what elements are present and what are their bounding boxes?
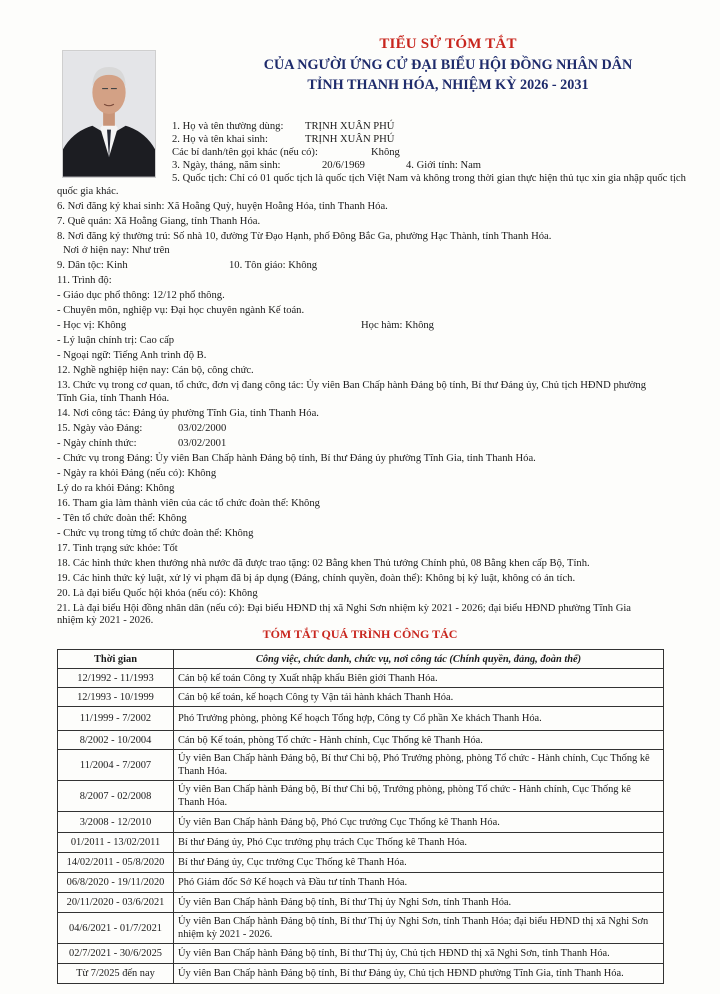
field-position-cont: Tĩnh Gia, tỉnh Thanh Hóa. xyxy=(57,393,170,404)
row-job: Ủy viên Ban Chấp hành Đảng bộ tỉnh, Bí thư Đảng ủy, Chủ tịch HĐND phường Tĩnh Gia, tỉnh Thanh Hóa. xyxy=(174,964,664,984)
row-job: Cán bộ kế toán, kế hoạch Công ty Vận tải hành khách Thanh Hóa. xyxy=(174,688,664,707)
row-job: Bí thư Đảng ủy, Phó Cục trưởng phụ trách Cục Thống kê Thanh Hóa. xyxy=(174,833,664,853)
row-job: Phó Giám đốc Sở Kế hoạch và Đầu tư tỉnh Thanh Hóa. xyxy=(174,873,664,893)
field-ethnicity: 9. Dân tộc: Kinh xyxy=(57,260,128,271)
field-party-official-value: 03/02/2001 xyxy=(178,438,227,449)
table-header-row xyxy=(58,650,664,669)
field-party-position: - Chức vụ trong Đảng: Ủy viên Ban Chấp hành Đảng bộ tỉnh, Bí thư Đảng ủy phường Tĩnh Gia, tỉnh Thanh Hóa. xyxy=(57,453,536,464)
table-row xyxy=(58,707,664,731)
field-academic-title: Học hàm: Không xyxy=(361,320,434,331)
work-history-title: TÓM TẮT QUÁ TRÌNH CÔNG TÁC xyxy=(262,627,458,641)
row-time: 20/11/2020 - 03/6/2021 xyxy=(58,893,174,913)
row-job: Phó Trưởng phòng, phòng Kế hoạch Tổng hợp, Công ty Cổ phần Xe khách Thanh Hóa. xyxy=(174,707,664,731)
row-job: Bí thư Đảng ủy, Cục trưởng Cục Thống kê Thanh Hóa. xyxy=(174,853,664,873)
row-job: Ủy viên Ban Chấp hành Đảng bộ tỉnh, Bí thư Thị ủy Nghi Sơn, tỉnh Thanh Hóa. xyxy=(174,893,664,913)
row-job: Cán bộ kế toán Công ty Xuất nhập khẩu Biên giới Thanh Hóa. xyxy=(174,669,664,688)
row-job: Ủy viên Ban Chấp hành Đảng bộ, Phó Cục trưởng Cục Thống kê Thanh Hóa. xyxy=(174,812,664,833)
table-row xyxy=(58,688,664,707)
row-time: 01/2011 - 13/02/2011 xyxy=(58,833,174,853)
row-time: 8/2002 - 10/2004 xyxy=(58,731,174,750)
table-row xyxy=(58,812,664,833)
row-time: 8/2007 - 02/2008 xyxy=(58,781,174,812)
field-education-heading: 11. Trình độ: xyxy=(57,275,112,286)
field-nationality-cont: quốc gia khác. xyxy=(57,186,119,197)
field-position: 13. Chức vụ trong cơ quan, tổ chức, đơn vị đang công tác: Ủy viên Ban Chấp hành Đảng bộ tỉnh, Bí thư Đảng ủy, Chủ tịch HĐND phường xyxy=(57,380,646,391)
doc-title: TIỂU SỬ TÓM TẮT xyxy=(379,36,517,52)
row-time: 12/1992 - 11/1993 xyxy=(58,669,174,688)
field-current-address: Nơi ở hiện nay: Như trên xyxy=(63,245,170,256)
portrait-photo xyxy=(62,50,156,178)
field-organizations: 16. Tham gia làm thành viên của các tổ chức đoàn thể: Không xyxy=(57,498,320,509)
field-gender: 4. Giới tính: Nam xyxy=(406,160,482,171)
table-row xyxy=(58,669,664,688)
field-party-leave-reason: Lý do ra khỏi Đảng: Không xyxy=(57,483,175,494)
field-occupation: 12. Nghề nghiệp hiện nay: Cán bộ, công chức. xyxy=(57,365,254,376)
row-job: Ủy viên Ban Chấp hành Đảng bộ tỉnh, Bí thư Thị ủy, Chủ tịch HĐND thị xã Nghi Sơn, tỉnh Thanh Hóa. xyxy=(174,944,664,964)
table-row xyxy=(58,833,664,853)
field-peoples-council-cont: nhiệm kỳ 2021 - 2026. xyxy=(57,615,154,626)
table-row xyxy=(58,853,664,873)
field-general-education: - Giáo dục phổ thông: 12/12 phổ thông. xyxy=(57,290,225,301)
work-history-table xyxy=(57,649,664,984)
field-foreign-language: - Ngoại ngữ: Tiếng Anh trình độ B. xyxy=(57,350,207,361)
row-time: 06/8/2020 - 19/11/2020 xyxy=(58,873,174,893)
field-organization-name: - Tên tổ chức đoàn thể: Không xyxy=(57,513,187,524)
row-time: 14/02/2011 - 05/8/2020 xyxy=(58,853,174,873)
field-common-name-label: 1. Họ và tên thường dùng: xyxy=(172,121,284,132)
column-header-job: Công việc, chức danh, chức vụ, nơi công tác (Chính quyền, đảng, đoàn thể) xyxy=(174,650,664,669)
field-birth-registration: 6. Nơi đăng ký khai sinh: Xã Hoằng Quỳ, huyện Hoằng Hóa, tỉnh Thanh Hóa. xyxy=(57,201,388,212)
field-common-name-value: TRỊNH XUÂN PHÚ xyxy=(305,121,395,132)
row-time: 3/2008 - 12/2010 xyxy=(58,812,174,833)
field-workplace: 14. Nơi công tác: Đảng ủy phường Tĩnh Gia, tỉnh Thanh Hóa. xyxy=(57,408,319,419)
row-job: Ủy viên Ban Chấp hành Đảng bộ tỉnh, Bí thư Thị ủy Nghi Sơn, tỉnh Thanh Hóa; đại biểu HĐND thị xã Nghi Sơn nhiệm kỳ 2021 - 2026. xyxy=(174,913,664,944)
doc-subtitle-1: CỦA NGƯỜI ỨNG CỬ ĐẠI BIỂU HỘI ĐỒNG NHÂN DÂN xyxy=(263,57,633,73)
field-residence: 8. Nơi đăng ký thường trú: Số nhà 10, đường Từ Đạo Hạnh, phố Đông Bắc Ga, phường Hạc Thành, tỉnh Thanh Hóa. xyxy=(57,231,552,242)
field-national-assembly: 20. Là đại biểu Quốc hội khóa (nếu có): Không xyxy=(57,588,258,599)
field-awards: 18. Các hình thức khen thưởng nhà nước đã được trao tặng: 02 Bằng khen Thủ tướng Chính phủ, 08 Bằng khen cấp Bộ, Tỉnh. xyxy=(57,558,590,569)
field-nationality: 5. Quốc tịch: Chỉ có 01 quốc tịch là quốc tịch Việt Nam và không trong thời gian thực hiện thủ tục xin gia nhập quốc tịch xyxy=(172,173,686,184)
row-time: Từ 7/2025 đến nay xyxy=(58,964,174,984)
row-job: Cán bộ Kế toán, phòng Tổ chức - Hành chính, Cục Thống kê Thanh Hóa. xyxy=(174,731,664,750)
field-birth-name-label: 2. Họ và tên khai sinh: xyxy=(172,134,268,145)
portrait-icon xyxy=(63,51,155,177)
field-alias-label: Các bí danh/tên gọi khác (nếu có): xyxy=(172,147,318,158)
table-row xyxy=(58,944,664,964)
table-row xyxy=(58,750,664,781)
table-row xyxy=(58,913,664,944)
field-discipline: 19. Các hình thức kỷ luật, xử lý vi phạm đã bị áp dụng (Đảng, chính quyền, đoàn thể): Không bị kỷ luật, không có án tích. xyxy=(57,573,576,584)
field-health: 17. Tình trạng sức khỏe: Tốt xyxy=(57,543,178,554)
field-dob-value: 20/6/1969 xyxy=(322,160,365,171)
field-party-join-value: 03/02/2000 xyxy=(178,423,227,434)
row-time: 04/6/2021 - 01/7/2021 xyxy=(58,913,174,944)
field-specialty: - Chuyên môn, nghiệp vụ: Đại học chuyên ngành Kế toán. xyxy=(57,305,305,316)
field-peoples-council: 21. Là đại biểu Hội đồng nhân dân (nếu có): Đại biểu HĐND thị xã Nghi Sơn nhiệm kỳ 2021 - 2026; đại biểu HĐND phường Tĩnh Gia xyxy=(57,603,632,614)
row-time: 02/7/2021 - 30/6/2025 xyxy=(58,944,174,964)
table-row xyxy=(58,964,664,984)
row-time: 11/1999 - 7/2002 xyxy=(58,707,174,731)
row-job: Ủy viên Ban Chấp hành Đảng bộ, Bí thư Chi bộ, Trưởng phòng, phòng Tổ chức - Hành chính, Cục Thống kê Thanh Hóa. xyxy=(174,781,664,812)
field-organization-position: - Chức vụ trong từng tổ chức đoàn thể: Không xyxy=(57,528,254,539)
field-party-leave-date: - Ngày ra khỏi Đảng (nếu có): Không xyxy=(57,468,217,479)
field-religion: 10. Tôn giáo: Không xyxy=(229,260,318,271)
field-degree: - Học vị: Không xyxy=(57,320,127,331)
table-row xyxy=(58,731,664,750)
table-row xyxy=(58,873,664,893)
field-hometown: 7. Quê quán: Xã Hoằng Giang, tỉnh Thanh Hóa. xyxy=(57,216,261,227)
table-row xyxy=(58,893,664,913)
column-header-time: Thời gian xyxy=(58,650,174,669)
field-party-join-label: 15. Ngày vào Đảng: xyxy=(57,423,143,434)
row-time: 11/2004 - 7/2007 xyxy=(58,750,174,781)
field-birth-name-value: TRỊNH XUÂN PHÚ xyxy=(305,134,395,145)
field-dob-label: 3. Ngày, tháng, năm sinh: xyxy=(172,160,281,171)
field-political-theory: - Lý luận chính trị: Cao cấp xyxy=(57,335,175,346)
row-time: 12/1993 - 10/1999 xyxy=(58,688,174,707)
doc-subtitle-2: TỈNH THANH HÓA, NHIỆM KỲ 2026 - 2031 xyxy=(307,77,589,93)
field-party-official-label: - Ngày chính thức: xyxy=(57,438,137,449)
row-job: Ủy viên Ban Chấp hành Đảng bộ, Bí thư Chi bộ, Phó Trưởng phòng, phòng Tổ chức - Hành chính, Cục Thống kê Thanh Hóa. xyxy=(174,750,664,781)
field-alias-value: Không xyxy=(371,147,400,158)
table-row xyxy=(58,781,664,812)
